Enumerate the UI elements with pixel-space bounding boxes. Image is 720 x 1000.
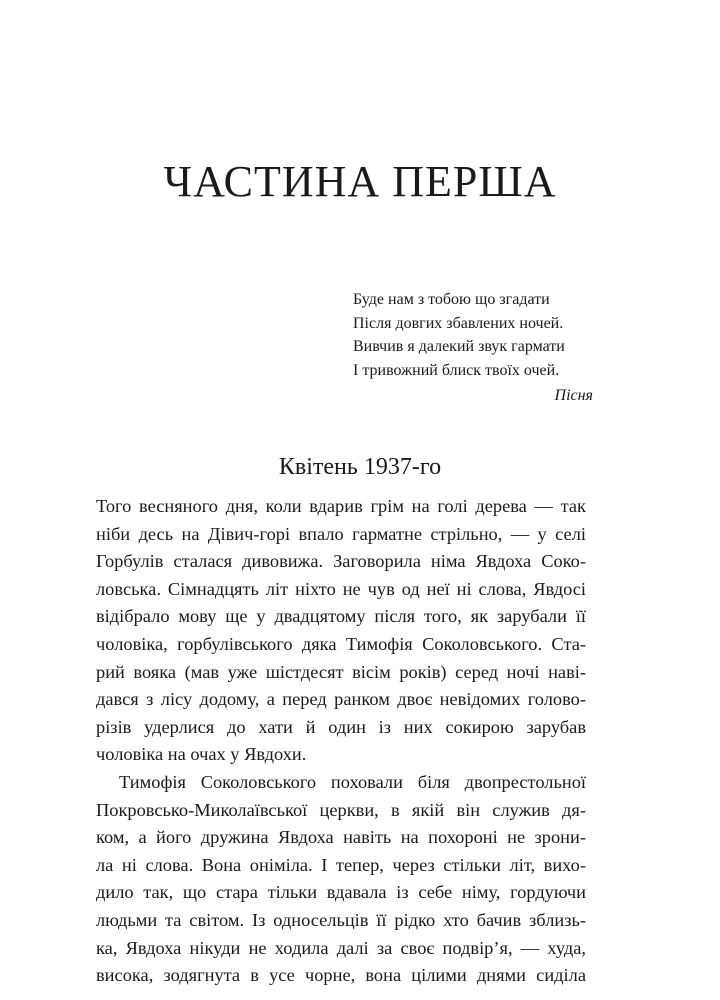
- text-line: ловська. Сімнадцять літ ніхто не чув од неї ні слова, Явдосі: [96, 578, 586, 599]
- body-text: [96, 493, 586, 990]
- text-line: ніби десь на Дівич-горі впало гарматне стрільно, — у селі: [96, 523, 586, 544]
- text-line: дався з лісу додому, а перед ранком двоє невідомих голово-: [96, 689, 586, 710]
- text-line: ла ні слова. Вона оніміла. І тепер, через стільки літ, вихо-: [96, 854, 586, 875]
- chapter-heading: Квітень 1937-го: [278, 454, 442, 480]
- text-line: Покровсько-Миколаївської церкви, в якій він служив дя-: [96, 799, 586, 820]
- epigraph-line: Вивчив я далекий звук гармати: [353, 338, 565, 355]
- text-line: дило так, що стара тільки вдавала із себе німу, гордуючи: [96, 882, 586, 903]
- text-line: людьми та світом. Із односельців її рідко хто бачив зблизь-: [96, 909, 586, 930]
- epigraph-line: Буде нам з тобою що згадати: [353, 291, 550, 308]
- text-line: ком, а його дружина Явдоха навіть на похороні не зрони-: [96, 827, 586, 848]
- text-line: чоловіка, горбулівського дяка Тимофія Соколовського. Ста-: [96, 633, 586, 654]
- epigraph-source: Пісня: [554, 387, 593, 404]
- text-line: Горбулів сталася дивовижа. Заговорила німа Явдоха Соко-: [96, 551, 586, 572]
- text-line: різів удерлися до хати й один із них сокирою зарубав: [96, 716, 586, 737]
- text-line: ка, Явдоха нікуди не ходила далі за своє подвір’я, — худа,: [96, 937, 586, 958]
- text-line: відібрало мову ще у двадцятому після того, як зарубали її: [96, 606, 586, 627]
- text-line: висока, зодягнута в усе чорне, вона цілими днями сиділа: [96, 965, 586, 986]
- epigraph-line: І тривожний блиск твоїх очей.: [353, 361, 560, 379]
- text-line: чоловіка на очах у Явдохи.: [96, 744, 307, 765]
- epigraph: [353, 288, 593, 408]
- epigraph-line: Після довгих збавлених ночей.: [353, 314, 564, 332]
- text-line: Тимофія Соколовського поховали біля двопрестольної: [119, 771, 586, 792]
- part-title: ЧАСТИНА ПЕРША: [163, 157, 557, 206]
- text-line: рий вояка (мав уже шістдесят вісім років) серед ночі наві-: [96, 661, 586, 682]
- text-line: Того весняного дня, коли вдарив грім на голі дерева — так: [96, 496, 586, 516]
